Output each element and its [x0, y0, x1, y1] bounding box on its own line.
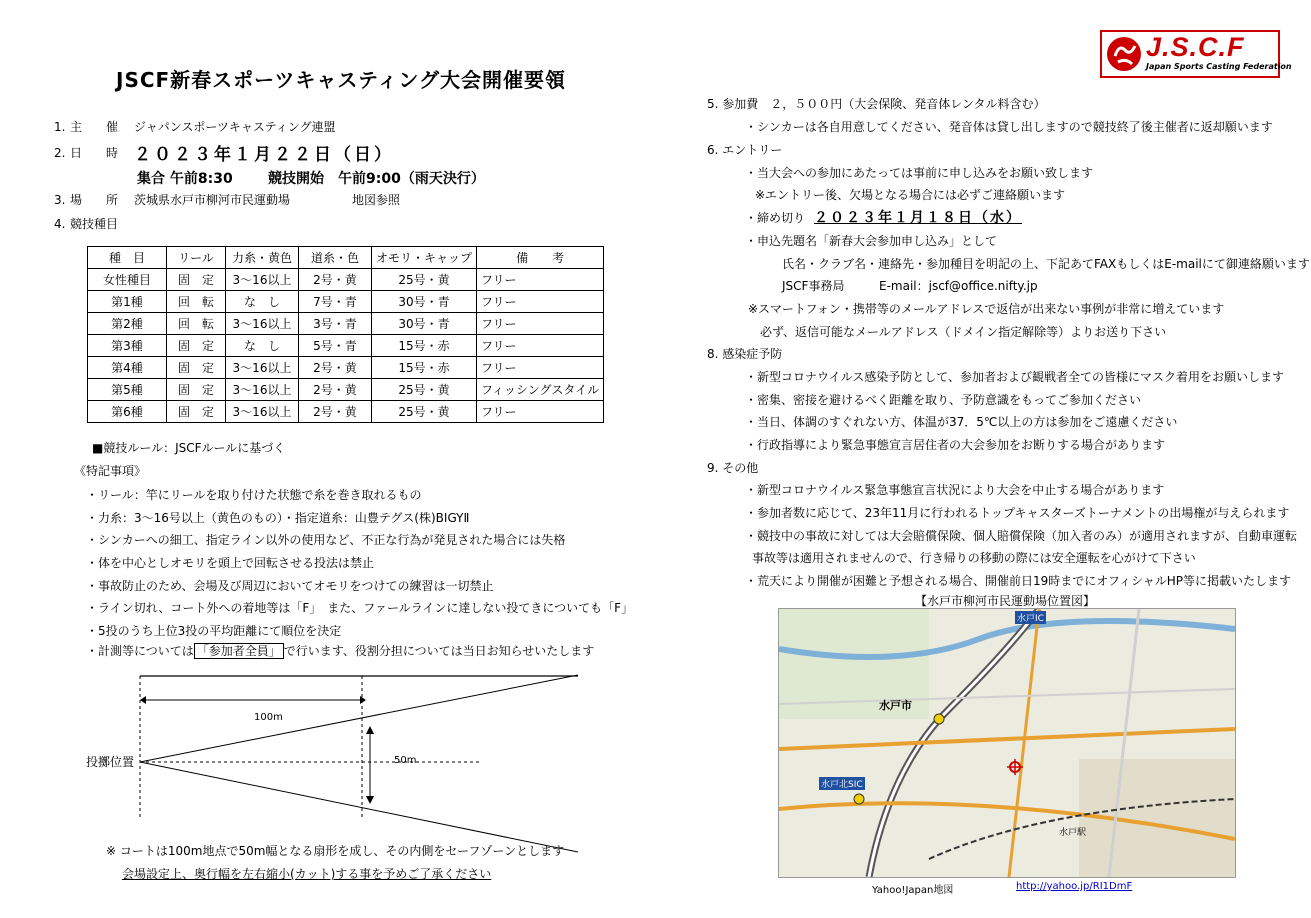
- venue-label: 場 所: [70, 193, 119, 207]
- table-cell: 回 転: [167, 313, 226, 335]
- events-table: [87, 246, 604, 423]
- fee-title: 5. 参加費 ２，５００円（大会保険、発音体レンタル料含む）: [707, 97, 1046, 111]
- map-title: 【水戸市柳河市民運動場位置図】: [915, 594, 1096, 608]
- table-row: [88, 269, 604, 291]
- table-cell: 固 定: [167, 401, 226, 423]
- measure-line: [86, 643, 594, 659]
- table-cell: 3～16以上: [226, 269, 299, 291]
- table-row: [88, 291, 604, 313]
- throw-position-label: 投擲位置: [86, 755, 135, 769]
- map-roads-icon: [779, 609, 1235, 877]
- rule-item: ・力糸：3～16号以上（黄色のもの）・指定道糸：山豊テグス(株)BIGYⅡ: [86, 511, 470, 525]
- page-title: JSCF新春スポーツキャスティング大会開催要領: [116, 68, 566, 92]
- table-cell: 2号・黄: [299, 357, 372, 379]
- infection-item: ・新型コロナウイルス感染予防として、参加者および観戦者全ての皆様にマスク着用をお願いします: [745, 370, 1285, 384]
- table-cell: 第5種: [88, 379, 167, 401]
- table-cell: フリー: [477, 401, 604, 423]
- map-sic-label: 水戸北SIC: [819, 777, 865, 790]
- table-cell: フリー: [477, 313, 604, 335]
- table-header-row: [88, 247, 604, 269]
- table-cell: フリー: [477, 269, 604, 291]
- infection-item: ・当日、体調のすぐれない方、体温が37．5℃以上の方は参加をご遠慮ください: [745, 415, 1178, 429]
- entry-note: 必ず、返信可能なメールアドレス（ドメイン指定解除等）よりお送り下さい: [760, 325, 1167, 339]
- table-cell: 第1種: [88, 291, 167, 313]
- distance-100m-label: 100m: [254, 712, 283, 723]
- entry-title: 6. エントリー: [707, 143, 783, 157]
- organizer-value: ジャパンスポーツキャスティング連盟: [134, 120, 336, 134]
- fee-note: ・シンカーは各自用意してください、発音体は貸し出しますので競技終了後主催者に返却願います: [745, 120, 1273, 134]
- venue-num: 3.: [54, 193, 66, 207]
- rule-item: ・5投のうち上位3投の平均距離にて順位を決定: [86, 624, 342, 638]
- gather-time: 集合 午前8:30: [137, 171, 233, 187]
- table-cell: 7号・青: [299, 291, 372, 313]
- map-link[interactable]: http://yahoo.jp/RI1DmF: [1016, 881, 1133, 892]
- organizer-num: 1.: [54, 120, 66, 134]
- table-cell: 2号・黄: [299, 401, 372, 423]
- map-reference: 地図参照: [352, 193, 401, 207]
- rule-item: ・ライン切れ、コート外への着地等は「F」 また、ファールラインに達しない投てきについても「F」: [86, 601, 634, 615]
- table-row: [88, 357, 604, 379]
- venue-map[interactable]: [778, 608, 1236, 878]
- measure-post: で行います、役割分担については当日お知らせいたします: [283, 644, 595, 658]
- entry-detail: 氏名・クラブ名・連絡先・参加種目を明記の上、下記あてFAXもしくはE-mailにて御連絡願います: [782, 257, 1310, 271]
- rule-item: ・リール：竿にリールを取り付けた状態で糸を巻き取れるもの: [86, 488, 422, 502]
- table-header: リール: [167, 247, 226, 269]
- court-note: ※ コートは100m地点で50m幅となる扇形を成し、その内側をセーフゾーンとします: [106, 844, 565, 858]
- date-num: 2.: [54, 146, 66, 160]
- logo-subtext: Japan Sports Casting Federation: [1146, 62, 1292, 71]
- rule-item: ・シンカーへの細工、指定ライン以外の使用など、不正な行為が発見された場合には失格: [86, 533, 566, 547]
- table-header: 力糸・黄色: [226, 247, 299, 269]
- rule-item: ・事故防止のため、会場及び周辺においてオモリをつけての練習は一切禁止: [86, 579, 494, 593]
- entry-line: ※エントリー後、欠場となる場合には必ずご連絡願います: [755, 188, 1066, 202]
- table-header: 道糸・色: [299, 247, 372, 269]
- office-email[interactable]: E-mail：jscf@office.nifty.jp: [879, 279, 1038, 293]
- events-num: 4.: [54, 217, 66, 231]
- infection-item: ・密集、密接を避けるべく距離を取り、予防意識をもってご参加ください: [745, 393, 1142, 407]
- other-item: ・新型コロナウイルス緊急事態宣言状況により大会を中止する場合があります: [745, 483, 1165, 497]
- table-cell: 2号・黄: [299, 269, 372, 291]
- table-cell: 女性種目: [88, 269, 167, 291]
- table-cell: な し: [226, 335, 299, 357]
- table-cell: フリー: [477, 357, 604, 379]
- table-cell: な し: [226, 291, 299, 313]
- table-cell: 15号・赤: [372, 335, 477, 357]
- table-cell: 第3種: [88, 335, 167, 357]
- entry-subject: ・申込先題名「新春大会参加申し込み」として: [745, 234, 998, 248]
- measure-boxed: 「参加者全員」: [194, 643, 284, 659]
- rule-line: ■競技ルール：JSCFルールに基づく: [92, 441, 286, 455]
- rule-item: ・体を中心としオモリを頭上で回転させる投法は禁止: [86, 556, 375, 570]
- court-note-underlined: 会場設定上、奥行幅を左右縮小(カット)する事を予めご了承ください: [122, 867, 492, 881]
- other-item: ・荒天により開催が困難と予想される場合、開催前日19時までにオフィシャルHP等に掲載いたします: [745, 574, 1291, 588]
- table-header: オモリ・キャップ: [372, 247, 477, 269]
- table-cell: 25号・黄: [372, 269, 477, 291]
- table-cell: 25号・黄: [372, 379, 477, 401]
- entry-line: ・当大会への参加にあたっては事前に申し込みをお願い致します: [745, 166, 1094, 180]
- office-name: JSCF事務局: [782, 279, 845, 293]
- special-header: 《特記事項》: [74, 464, 147, 478]
- table-cell: フリー: [477, 291, 604, 313]
- infection-title: 8. 感染症予防: [707, 347, 783, 361]
- map-city-label: 水戸市: [879, 699, 912, 712]
- table-header: 種 目: [88, 247, 167, 269]
- table-cell: 固 定: [167, 335, 226, 357]
- jscf-logo: [1100, 30, 1292, 78]
- table-cell: 固 定: [167, 357, 226, 379]
- organizer-label: 主 催: [70, 120, 119, 134]
- table-cell: 25号・黄: [372, 401, 477, 423]
- table-row: [88, 379, 604, 401]
- table-cell: 第4種: [88, 357, 167, 379]
- table-cell: 第2種: [88, 313, 167, 335]
- venue-value: 茨城県水戸市柳河市民運動場: [134, 193, 291, 207]
- map-credit: Yahoo!Japan地図: [872, 885, 954, 896]
- other-title: 9. その他: [707, 461, 759, 475]
- table-cell: 30号・青: [372, 291, 477, 313]
- table-cell: 回 転: [167, 291, 226, 313]
- other-item: 事故等は適用されませんので、行き帰りの移動の際には安全運転を心がけて下さい: [752, 551, 1196, 565]
- table-cell: 2号・黄: [299, 379, 372, 401]
- table-row: [88, 335, 604, 357]
- table-cell: 3～16以上: [226, 313, 299, 335]
- table-cell: 3～16以上: [226, 379, 299, 401]
- table-cell: 3～16以上: [226, 357, 299, 379]
- table-cell: 5号・青: [299, 335, 372, 357]
- table-cell: 固 定: [167, 269, 226, 291]
- table-cell: 固 定: [167, 379, 226, 401]
- events-label: 競技種目: [70, 217, 119, 231]
- table-cell: 15号・赤: [372, 357, 477, 379]
- table-row: [88, 313, 604, 335]
- table-row: [88, 401, 604, 423]
- table-cell: フリー: [477, 335, 604, 357]
- infection-item: ・行政指導により緊急事態宣言居住者の大会参加をお断りする場合があります: [745, 438, 1166, 452]
- start-time: 競技開始 午前9:00（雨天決行）: [268, 171, 485, 187]
- width-50m-label: 50m: [394, 755, 417, 766]
- table-cell: フィッシングスタイル: [477, 379, 604, 401]
- deadline-date: ２０２３年１月１８日（水）: [814, 210, 1022, 226]
- table-cell: 30号・青: [372, 313, 477, 335]
- event-date: ２０２３年１月２２日（日）: [134, 145, 394, 165]
- map-ic-label: 水戸IC: [1015, 611, 1046, 624]
- table-cell: 3号・青: [299, 313, 372, 335]
- map-station-label: 水戸駅: [1059, 828, 1087, 838]
- other-item: ・参加者数に応じて、23年11月に行われるトップキャスターズトーナメントの出場権が与えられます: [745, 506, 1290, 520]
- entry-note: ※スマートフォン・携帯等のメールアドレスで返信が出来ない事例が非常に増えています: [748, 302, 1225, 316]
- date-label: 日 時: [70, 146, 119, 160]
- other-item: ・競技中の事故に対しては大会賠償保険、個人賠償保険（加入者のみ）が適用されますが、自動車運転: [745, 529, 1298, 543]
- deadline-label: ・締め切り: [745, 211, 806, 225]
- table-header: 備 考: [477, 247, 604, 269]
- measure-pre: ・計測等については: [86, 644, 194, 658]
- table-cell: 第6種: [88, 401, 167, 423]
- table-cell: 3～16以上: [226, 401, 299, 423]
- logo-text: J.S.C.F: [1146, 32, 1245, 62]
